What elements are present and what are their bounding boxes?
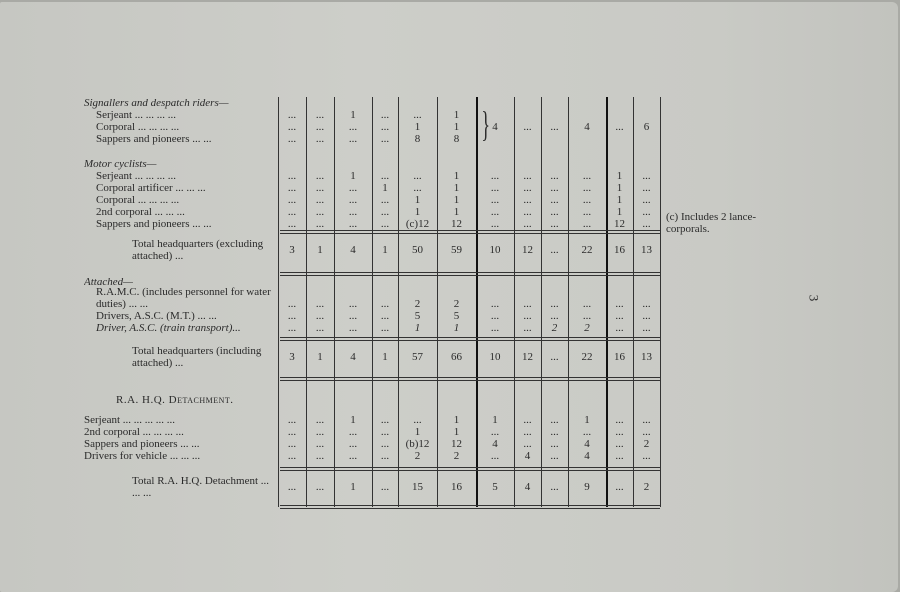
table-cell: ... [315, 322, 325, 334]
table-cell: 5 [492, 481, 498, 493]
table-cell: ... [348, 438, 358, 450]
table-cell: ... [490, 206, 500, 218]
table-cell: 16 [614, 244, 625, 256]
column-rule [278, 97, 279, 507]
row-rule [280, 230, 660, 231]
table-row [0, 322, 700, 333]
table-cell: ... [380, 426, 390, 438]
table-cell: ... [413, 182, 422, 194]
table-cell: ... [287, 310, 297, 322]
table-cell: ... [550, 438, 559, 450]
table-cell: 1 [414, 206, 421, 218]
table-cell: 1 [453, 414, 460, 426]
table-cell: ... [550, 206, 559, 218]
table-row [0, 121, 700, 133]
row-rule [280, 508, 660, 509]
table-cell: 1 [453, 170, 460, 182]
table-cell: ... [490, 298, 500, 310]
table-cell: ... [550, 481, 559, 493]
row-label: Total R.A. H.Q. Detachment ... ... ... [132, 475, 270, 499]
table-cell: ... [582, 218, 592, 230]
column-rule [306, 97, 307, 507]
table-cell: 4 [492, 438, 498, 450]
table-cell: ... [523, 121, 532, 133]
table-cell: ... [287, 298, 297, 310]
table-row [0, 450, 700, 462]
total-row [0, 337, 700, 377]
section-heading [0, 97, 700, 109]
table-cell: 4 [584, 438, 590, 450]
table-cell: ... [348, 182, 358, 194]
column-rule [568, 97, 569, 507]
table-cell: ... [287, 426, 297, 438]
row-rule [280, 233, 660, 234]
table-cell: 2 [414, 450, 421, 462]
table-cell: 6 [643, 121, 650, 133]
table-cell: 1 [317, 244, 323, 256]
row-label: Signallers and despatch riders— [84, 97, 229, 109]
table-cell: ... [315, 194, 325, 206]
table-cell: ... [287, 194, 297, 206]
row-label: Serjeant ... ... ... ... [96, 109, 177, 121]
table-cell: 4 [524, 481, 531, 493]
table-cell: (c)12 [405, 218, 430, 230]
table-cell: ... [490, 450, 500, 462]
table-cell: 1 [382, 244, 388, 256]
column-rule [633, 97, 634, 507]
table-cell: 2 [584, 322, 590, 334]
table-row [0, 426, 700, 438]
table-cell: ... [523, 206, 532, 218]
table-cell: ... [523, 170, 532, 182]
table-cell: 1 [382, 182, 388, 194]
table-cell: 8 [453, 133, 460, 145]
table-cell: ... [582, 206, 592, 218]
table-cell: 1 [453, 194, 460, 206]
table-cell: 50 [412, 244, 423, 256]
table-cell: ... [287, 481, 297, 493]
table-cell: ... [523, 310, 532, 322]
brace-mark: } [481, 104, 490, 144]
table-cell: ... [523, 194, 532, 206]
table-cell: 1 [453, 109, 460, 121]
row-label: R.A.M.C. (includes personnel for water duties) ... ... [96, 286, 271, 310]
row-rule [280, 340, 660, 341]
row-label: Attached— [84, 276, 133, 288]
row-label: Serjeant ... ... ... ... [96, 170, 177, 182]
table-cell: ... [550, 426, 559, 438]
table-cell: 1 [350, 170, 356, 182]
table-cell: 1 [453, 206, 460, 218]
table-cell: 4 [584, 450, 590, 462]
row-label: Corporal ... ... ... ... [96, 194, 180, 206]
table-cell: 2 [643, 438, 650, 450]
table-cell: ... [490, 170, 500, 182]
table-row [0, 206, 700, 218]
table-cell: 2 [453, 298, 460, 310]
table-row [0, 170, 700, 182]
table-cell: ... [642, 170, 651, 182]
table-cell: ... [315, 414, 325, 426]
row-label: Driver, A.S.C. (train transport)... [96, 322, 241, 334]
table-cell: ... [348, 298, 358, 310]
column-rule [437, 97, 438, 507]
table-cell: ... [380, 109, 390, 121]
row-rule [280, 275, 660, 276]
table-cell: ... [642, 450, 651, 462]
table-cell: ... [348, 426, 358, 438]
table-cell: ... [287, 322, 297, 334]
table-row [0, 109, 700, 121]
table-cell: ... [550, 351, 559, 363]
table-cell: 12 [451, 438, 462, 450]
row-label: 2nd corporal ... ... ... ... [84, 426, 184, 438]
table-cell: ... [642, 182, 651, 194]
table-cell: ... [550, 182, 559, 194]
table-cell: 12 [522, 244, 533, 256]
table-cell: ... [615, 426, 624, 438]
footnote: (c) Includes 2 lance-corporals. [666, 211, 757, 235]
row-label: Corporal ... ... ... ... [96, 121, 180, 133]
table-cell: 2 [551, 322, 558, 334]
column-rule [606, 97, 608, 507]
table-cell: ... [490, 182, 500, 194]
table-cell: 13 [641, 244, 652, 256]
table-cell: ... [315, 206, 325, 218]
table-cell: ... [523, 322, 532, 334]
table-cell: ... [348, 450, 358, 462]
table-cell: ... [615, 310, 624, 322]
table-cell: ... [315, 298, 325, 310]
table-cell: ... [380, 133, 390, 145]
table-cell: ... [380, 481, 390, 493]
table-cell: ... [642, 194, 651, 206]
total-row [0, 467, 700, 507]
table-cell: ... [380, 310, 390, 322]
table-cell: ... [615, 298, 624, 310]
row-label: Total headquarters (excluding attached) ... [132, 238, 264, 262]
table-cell: 1 [453, 426, 460, 438]
row-label: Motor cyclists— [84, 158, 157, 170]
table-cell: ... [642, 206, 651, 218]
table-cell: ... [550, 244, 559, 256]
table-row [0, 310, 700, 322]
row-rule [280, 272, 660, 273]
table-cell: 2 [643, 481, 650, 493]
table-row [0, 182, 700, 194]
table-cell: 5 [453, 310, 460, 322]
table-cell: 4 [492, 121, 498, 133]
column-rule [398, 97, 399, 507]
row-label: Sappers and pioneers ... ... [96, 133, 212, 145]
table-cell: ... [348, 218, 358, 230]
table-cell: 15 [412, 481, 423, 493]
table-cell: ... [348, 322, 358, 334]
table-cell: ... [413, 414, 422, 426]
table-cell: ... [380, 206, 390, 218]
table-cell: ... [380, 194, 390, 206]
table-cell: ... [490, 194, 500, 206]
table-cell: 2 [414, 298, 421, 310]
table-cell: ... [550, 298, 559, 310]
table-cell: ... [550, 121, 559, 133]
table-cell: ... [615, 481, 624, 493]
table-cell: ... [615, 322, 624, 334]
table-cell: ... [642, 310, 651, 322]
table-cell: 1 [453, 121, 460, 133]
section-heading [0, 158, 700, 170]
table-cell: 3 [289, 244, 295, 256]
row-label: Drivers for vehicle ... ... ... [84, 450, 201, 462]
table-cell: 57 [412, 351, 423, 363]
table-cell: ... [380, 218, 390, 230]
table-cell: ... [582, 426, 592, 438]
table-cell: 1 [616, 194, 623, 206]
row-label: Serjeant ... ... ... ... ... [84, 414, 176, 426]
row-rule [280, 470, 660, 471]
table-cell: ... [582, 298, 592, 310]
table-cell: 1 [492, 414, 498, 426]
table-row [0, 133, 700, 145]
table-cell: 12 [522, 351, 533, 363]
table-cell: 1 [317, 351, 323, 363]
table-cell: ... [287, 170, 297, 182]
table-cell: ... [315, 481, 325, 493]
table-cell: ... [642, 426, 651, 438]
row-label: 2nd corporal ... ... ... [96, 206, 185, 218]
table-cell: ... [287, 133, 297, 145]
table-cell: 9 [584, 481, 590, 493]
table-cell: ... [380, 438, 390, 450]
table-cell: 22 [581, 351, 593, 363]
table-cell: ... [287, 438, 297, 450]
row-rule [280, 467, 660, 468]
table-cell: 2 [453, 450, 460, 462]
row-rule [280, 377, 660, 378]
table-row [0, 286, 700, 310]
table-cell: 66 [451, 351, 462, 363]
table-cell: ... [550, 414, 559, 426]
table-cell: ... [490, 218, 500, 230]
table-cell: ... [642, 414, 651, 426]
table-cell: ... [615, 121, 624, 133]
table-row [0, 438, 700, 450]
table-cell: ... [315, 121, 325, 133]
table-cell: ... [315, 133, 325, 145]
table-cell: 1 [382, 351, 388, 363]
column-rule [660, 97, 661, 507]
table-cell: ... [287, 109, 297, 121]
table-cell: ... [615, 450, 624, 462]
table-cell: ... [315, 450, 325, 462]
table-cell: 22 [581, 244, 593, 256]
table-cell: 1 [414, 121, 421, 133]
table-cell: ... [642, 218, 651, 230]
table-cell: 1 [616, 182, 623, 194]
table-cell: ... [523, 414, 532, 426]
table-cell: ... [523, 438, 532, 450]
table-cell: ... [523, 426, 532, 438]
table-cell: 13 [641, 351, 652, 363]
table-cell: ... [315, 109, 325, 121]
column-rule [541, 97, 542, 507]
table-cell: ... [315, 182, 325, 194]
table-row [0, 194, 700, 206]
table-cell: ... [287, 450, 297, 462]
table-cell: ... [315, 438, 325, 450]
column-rule [476, 97, 478, 507]
row-rule [280, 505, 660, 506]
table-cell: 3 [289, 351, 295, 363]
table-cell: ... [380, 450, 390, 462]
table-cell: ... [348, 206, 358, 218]
column-rule [514, 97, 515, 507]
table-row [0, 218, 700, 230]
table-cell: 4 [524, 450, 531, 462]
table-cell: 1 [453, 182, 460, 194]
table-cell: (b)12 [405, 438, 430, 450]
table-cell: ... [348, 194, 358, 206]
table-cell: ... [582, 194, 592, 206]
table-cell: 10 [489, 244, 501, 256]
table-cell: ... [380, 298, 390, 310]
table-cell: 12 [451, 218, 462, 230]
column-rule [372, 97, 373, 507]
row-label: Corporal artificer ... ... ... [96, 182, 206, 194]
table-cell: ... [380, 170, 390, 182]
table-cell: 1 [414, 194, 421, 206]
table-cell: 1 [453, 322, 460, 334]
table-cell: ... [642, 322, 651, 334]
table-cell: ... [413, 170, 422, 182]
table-cell: 1 [616, 206, 623, 218]
table-cell: 4 [350, 351, 356, 363]
table-cell: ... [582, 170, 592, 182]
page-number: 3 [806, 294, 822, 302]
table-row [0, 414, 700, 426]
table-cell: 10 [489, 351, 501, 363]
table-cell: ... [550, 194, 559, 206]
table-cell: ... [523, 218, 532, 230]
table-cell: 1 [584, 414, 590, 426]
table-cell: ... [550, 310, 559, 322]
table-cell: ... [523, 182, 532, 194]
table-cell: ... [380, 121, 390, 133]
table-cell: ... [490, 322, 500, 334]
table-cell: 1 [350, 481, 356, 493]
table-cell: ... [380, 414, 390, 426]
table-cell: 12 [614, 218, 625, 230]
row-rule [280, 337, 660, 338]
table-cell: 4 [350, 244, 356, 256]
table-cell: ... [287, 414, 297, 426]
row-label: R.A. H.Q. Detachment. [116, 394, 234, 406]
column-rule [334, 97, 335, 507]
table-cell: 16 [451, 481, 462, 493]
table-cell: ... [315, 310, 325, 322]
table-cell: ... [550, 170, 559, 182]
table-cell: ... [582, 310, 592, 322]
total-row [0, 230, 700, 272]
table-cell: 8 [414, 133, 421, 145]
row-label: Sappers and pioneers ... ... [84, 438, 200, 450]
table-cell: 1 [414, 426, 421, 438]
section-heading [0, 392, 700, 406]
table-cell: ... [287, 206, 297, 218]
table-cell: ... [615, 438, 624, 450]
row-label: Total headquarters (including attached) ... [132, 345, 262, 369]
table-cell: 4 [584, 121, 590, 133]
table-cell: 1 [616, 170, 623, 182]
table-cell: ... [380, 322, 390, 334]
table-cell: 1 [350, 109, 356, 121]
table-cell: ... [413, 109, 422, 121]
table-cell: 16 [614, 351, 625, 363]
row-label: Drivers, A.S.C. (M.T.) ... ... [96, 310, 217, 322]
table-cell: ... [490, 310, 500, 322]
table-cell: ... [642, 298, 651, 310]
table-cell: 59 [451, 244, 462, 256]
row-label: Sappers and pioneers ... ... [96, 218, 212, 230]
table-cell: ... [615, 414, 624, 426]
row-rule [280, 380, 660, 381]
table-cell: 1 [414, 322, 421, 334]
table-cell: ... [348, 133, 358, 145]
table-cell: ... [348, 121, 358, 133]
table-cell: ... [523, 298, 532, 310]
table-cell: 5 [414, 310, 421, 322]
table-cell: ... [550, 218, 559, 230]
table-cell: ... [490, 426, 500, 438]
table-cell: ... [315, 170, 325, 182]
table-cell: ... [582, 182, 592, 194]
table-cell: 1 [350, 414, 356, 426]
table-cell: ... [348, 310, 358, 322]
table-cell: ... [287, 182, 297, 194]
table-cell: ... [315, 426, 325, 438]
document-page [0, 2, 898, 592]
table-cell: ... [315, 218, 325, 230]
table-cell: ... [287, 218, 297, 230]
table-cell: ... [550, 450, 559, 462]
table-cell: ... [287, 121, 297, 133]
